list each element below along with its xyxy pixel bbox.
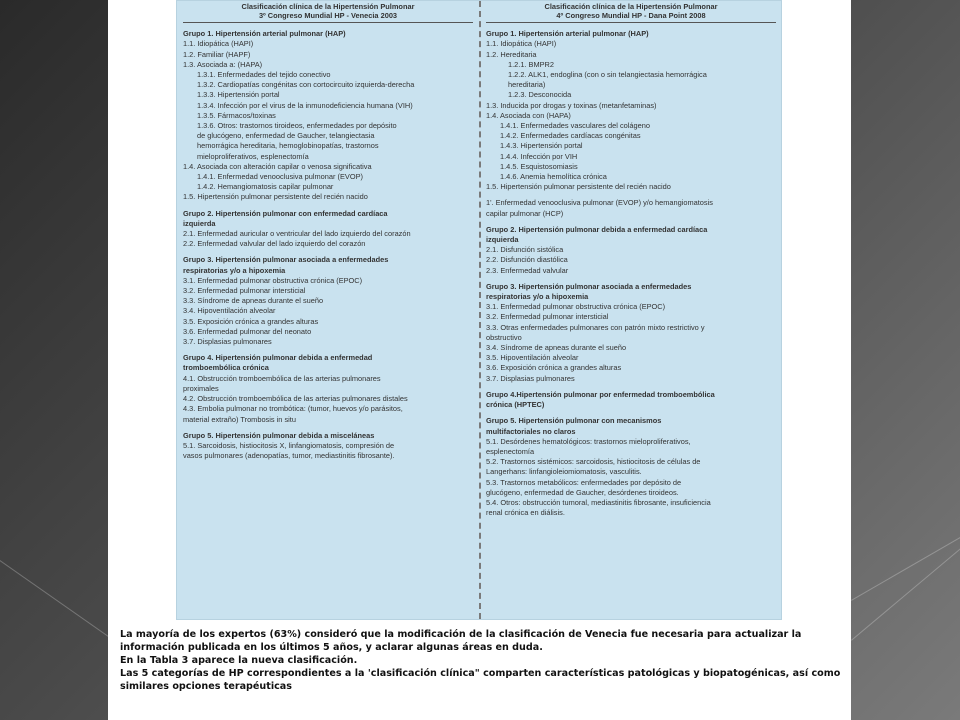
classification-item: 5.1. Sarcoidosis, histiocitosis X, linfangiomatosis, compresión de (183, 440, 395, 450)
classification-item: 1.3.1. Enfermedades del tejido conectivo (197, 70, 331, 79)
group-heading: izquierda (183, 218, 216, 228)
classification-item: 3.5. Hipoventilación alveolar (486, 353, 579, 363)
group-heading: Grupo 3. Hipertensión pulmonar asociada a enfermedades (486, 281, 692, 291)
classification-item: 3.2. Enfermedad pulmonar intersticial (183, 286, 306, 296)
classification-table (176, 0, 782, 620)
classification-item: 3.6. Exposición crónica a grandes alturas (486, 363, 622, 373)
group-heading: multifactoriales no claros (486, 426, 576, 436)
classification-item: proximales (183, 383, 219, 393)
classification-item: hemorrágica hereditaria, hemoglobinopatías, trastornos (197, 141, 379, 151)
classification-item: 4.2. Obstrucción tromboembólica de las arterias pulmonares distales (183, 394, 408, 404)
dana-point-column (480, 1, 782, 619)
caption-paragraph-2: En la Tabla 3 aparece la nueva clasificación. (120, 655, 358, 666)
group-heading: Grupo 4. Hipertensión pulmonar debida a enfermedad (183, 353, 373, 363)
classification-item: 3.4. Hipoventilación alveolar (183, 306, 276, 316)
classification-item: Langerhans: linfangioleiomiomatosis, vasculitis. (486, 467, 642, 477)
classification-item: 5.4. Otros: obstrucción tumoral, mediastinitis fibrosante, insuficiencia (486, 497, 711, 507)
classification-item: de glucógeno, enfermedad de Gaucher, telangiectasia (197, 131, 375, 141)
classification-item: 2.1. Disfunción sistólica (486, 245, 564, 255)
classification-item: 1.3. Asociada a: (HAPA) (183, 59, 263, 69)
classification-item: glucógeno, enfermedad de Gaucher, desórdenes tiroideos. (486, 487, 679, 497)
classification-item: renal crónica en diálisis. (486, 508, 565, 518)
venecia-column (177, 1, 479, 619)
classification-item: mieloproliferativos, esplenectomía (197, 151, 309, 161)
dana-point-subtitle: 4º Congreso Mundial HP - Dana Point 2008 (556, 10, 706, 20)
slide-caption (120, 628, 842, 693)
group-heading: Grupo 1. Hipertensión arterial pulmonar (HAP) (486, 29, 649, 39)
classification-item: 1.3.6. Otros: trastornos tiroideos, enfermedades por depósito (197, 121, 397, 131)
venecia-title: Clasificación clínica de la Hipertensión Pulmonar (241, 2, 415, 11)
classification-item: 1.2. Hereditaria (486, 49, 537, 59)
dana-point-list (486, 29, 776, 518)
classification-item: 3.1. Enfermedad pulmonar obstructiva crónica (EPOC) (183, 275, 363, 285)
classification-item: 1.4.1. Enfermedades vasculares del colágeno (500, 121, 650, 131)
classification-item: material extraño) Trombosis in situ (183, 414, 296, 424)
group-heading: Grupo 5. Hipertensión pulmonar debida a misceláneas (183, 430, 375, 440)
group-heading: Grupo 3. Hipertensión pulmonar asociada a enfermedades (183, 255, 389, 265)
classification-item: 1.3.3. Hipertensión portal (197, 90, 280, 100)
classification-item: 1.4.3. Hipertensión portal (500, 141, 583, 151)
group-heading: respiratorias y/o a hipoxemia (486, 292, 589, 302)
classification-item: 1.4.4. Infección por VIH (500, 151, 578, 161)
group-heading: Grupo 5. Hipertensión pulmonar con mecanismos (486, 416, 662, 426)
classification-item: 1.1. Idiopática (HAPI) (183, 39, 254, 49)
classification-item: 1.4.1. Enfermedad venooclusiva pulmonar (EVOP) (197, 172, 363, 182)
classification-item: vasos pulmonares (adenopatías, tumor, mediastinitis fibrosante). (183, 451, 395, 461)
group-heading: tromboembólica crónica (183, 363, 269, 373)
group-heading: respiratorias y/o a hipoxemia (183, 265, 286, 275)
classification-item: 4.1. Obstrucción tromboembólica de las arterias pulmonares (183, 373, 381, 383)
classification-item: 1.1. Idiopática (HAPI) (486, 39, 557, 49)
venecia-header (183, 3, 473, 23)
classification-item: 1.2.1. BMPR2 (508, 59, 555, 69)
classification-item: 1.4.6. Anemia hemolítica crónica (500, 172, 607, 182)
classification-item: 1.3.5. Fármacos/toxinas (197, 110, 276, 120)
classification-item: 1.2.2. ALK1, endoglina (con o sin telangiectasia hemorrágica (508, 70, 707, 79)
classification-item: obstructivo (486, 332, 522, 342)
classification-item: 2.2. Disfunción diastólica (486, 255, 568, 265)
group-heading: Grupo 1. Hipertensión arterial pulmonar (HAP) (183, 29, 346, 39)
classification-item: 1.4.2. Enfermedades cardíacas congénitas (500, 131, 641, 141)
classification-item: 1.3.2. Cardiopatías congénitas con cortocircuito izquierda-derecha (197, 80, 415, 90)
group-heading: crónica (HPTEC) (486, 400, 545, 410)
classification-item: 4.3. Embolia pulmonar no trombótica: (tumor, huevos y/o parásitos, (183, 404, 403, 414)
classification-item: 1.4.2. Hemangiomatosis capilar pulmonar (197, 182, 334, 192)
classification-item: esplenectomía (486, 446, 535, 456)
slide (108, 0, 851, 720)
dana-point-title: Clasificación clínica de la Hipertensión Pulmonar (544, 2, 718, 11)
classification-item: 1.2. Familiar (HAPF) (183, 49, 251, 59)
classification-item: capilar pulmonar (HCP) (486, 208, 564, 218)
classification-item: 1.4. Asociada con (HAPA) (486, 110, 571, 120)
classification-item: hereditaria) (508, 80, 546, 90)
classification-item: 3.6. Enfermedad pulmonar del neonato (183, 326, 312, 336)
classification-item: 5.3. Trastornos metabólicos: enfermedades por depósito de (486, 477, 682, 487)
classification-item: 1.3.4. Infección por el virus de la inmunodeficiencia humana (VIH) (197, 100, 413, 110)
classification-item: 2.2. Enfermedad valvular del lado izquierdo del corazón (183, 239, 366, 249)
classification-item: 1.5. Hipertensión pulmonar persistente del recién nacido (183, 192, 368, 202)
classification-item: 1'. Enfermedad venooclusiva pulmonar (EVOP) y/o hemangiomatosis (486, 198, 713, 208)
classification-item: 1.4.5. Esquistosomiasis (500, 161, 578, 171)
classification-item: 3.3. Otras enfermedades pulmonares con patrón mixto restrictivo y (486, 322, 705, 332)
classification-item: 3.4. Síndrome de apneas durante el sueño (486, 343, 627, 353)
group-heading: Grupo 2. Hipertensión pulmonar debida a enfermedad cardíaca (486, 224, 708, 234)
venecia-subtitle: 3º Congreso Mundial HP - Venecia 2003 (258, 10, 398, 20)
classification-item: 3.2. Enfermedad pulmonar intersticial (486, 312, 609, 322)
dana-point-header (486, 3, 776, 23)
classification-item: 1.2.3. Desconocida (508, 90, 572, 100)
caption-paragraph-1: La mayoría de los expertos (63%) consideró que la modificación de la clasificación de Venecia fue necesaria para actualizar la información publicada en los últimos 5 años, y aclarar algunas áreas en duda. (120, 629, 802, 653)
classification-item: 3.3. Síndrome de apneas durante el sueño (183, 296, 324, 306)
group-heading: Grupo 2. Hipertensión pulmonar con enfermedad cardíaca (183, 208, 388, 218)
classification-item: 2.3. Enfermedad valvular (486, 265, 569, 275)
classification-item: 1.4. Asociada con alteración capilar o venosa significativa (183, 161, 372, 171)
venecia-list (183, 29, 473, 461)
classification-item: 5.2. Trastornos sistémicos: sarcoidosis, histiocitosis de células de (486, 457, 701, 467)
classification-item: 2.1. Enfermedad auricular o ventricular del lado izquierdo del corazón (183, 229, 411, 239)
caption-paragraph-3: Las 5 categorías de HP correspondientes a la 'clasificación clínica" comparten características patológicas y biopatogénicas, así como similares opciones terapéuticas (120, 668, 841, 692)
group-heading: izquierda (486, 235, 519, 245)
classification-item: 3.5. Exposición crónica a grandes alturas (183, 316, 319, 326)
classification-item: 3.1. Enfermedad pulmonar obstructiva crónica (EPOC) (486, 302, 666, 312)
classification-item: 5.1. Desórdenes hematológicos: trastornos mieloproliferativos, (486, 436, 691, 446)
classification-item: 3.7. Displasias pulmonares (183, 337, 272, 347)
classification-item: 1.3. Inducida por drogas y toxinas (metanfetaminas) (486, 100, 657, 110)
classification-item: 1.5. Hipertensión pulmonar persistente del recién nacido (486, 182, 671, 192)
group-heading: Grupo 4.Hipertensión pulmonar por enfermedad tromboembólica (486, 389, 715, 399)
classification-item: 3.7. Displasias pulmonares (486, 373, 575, 383)
